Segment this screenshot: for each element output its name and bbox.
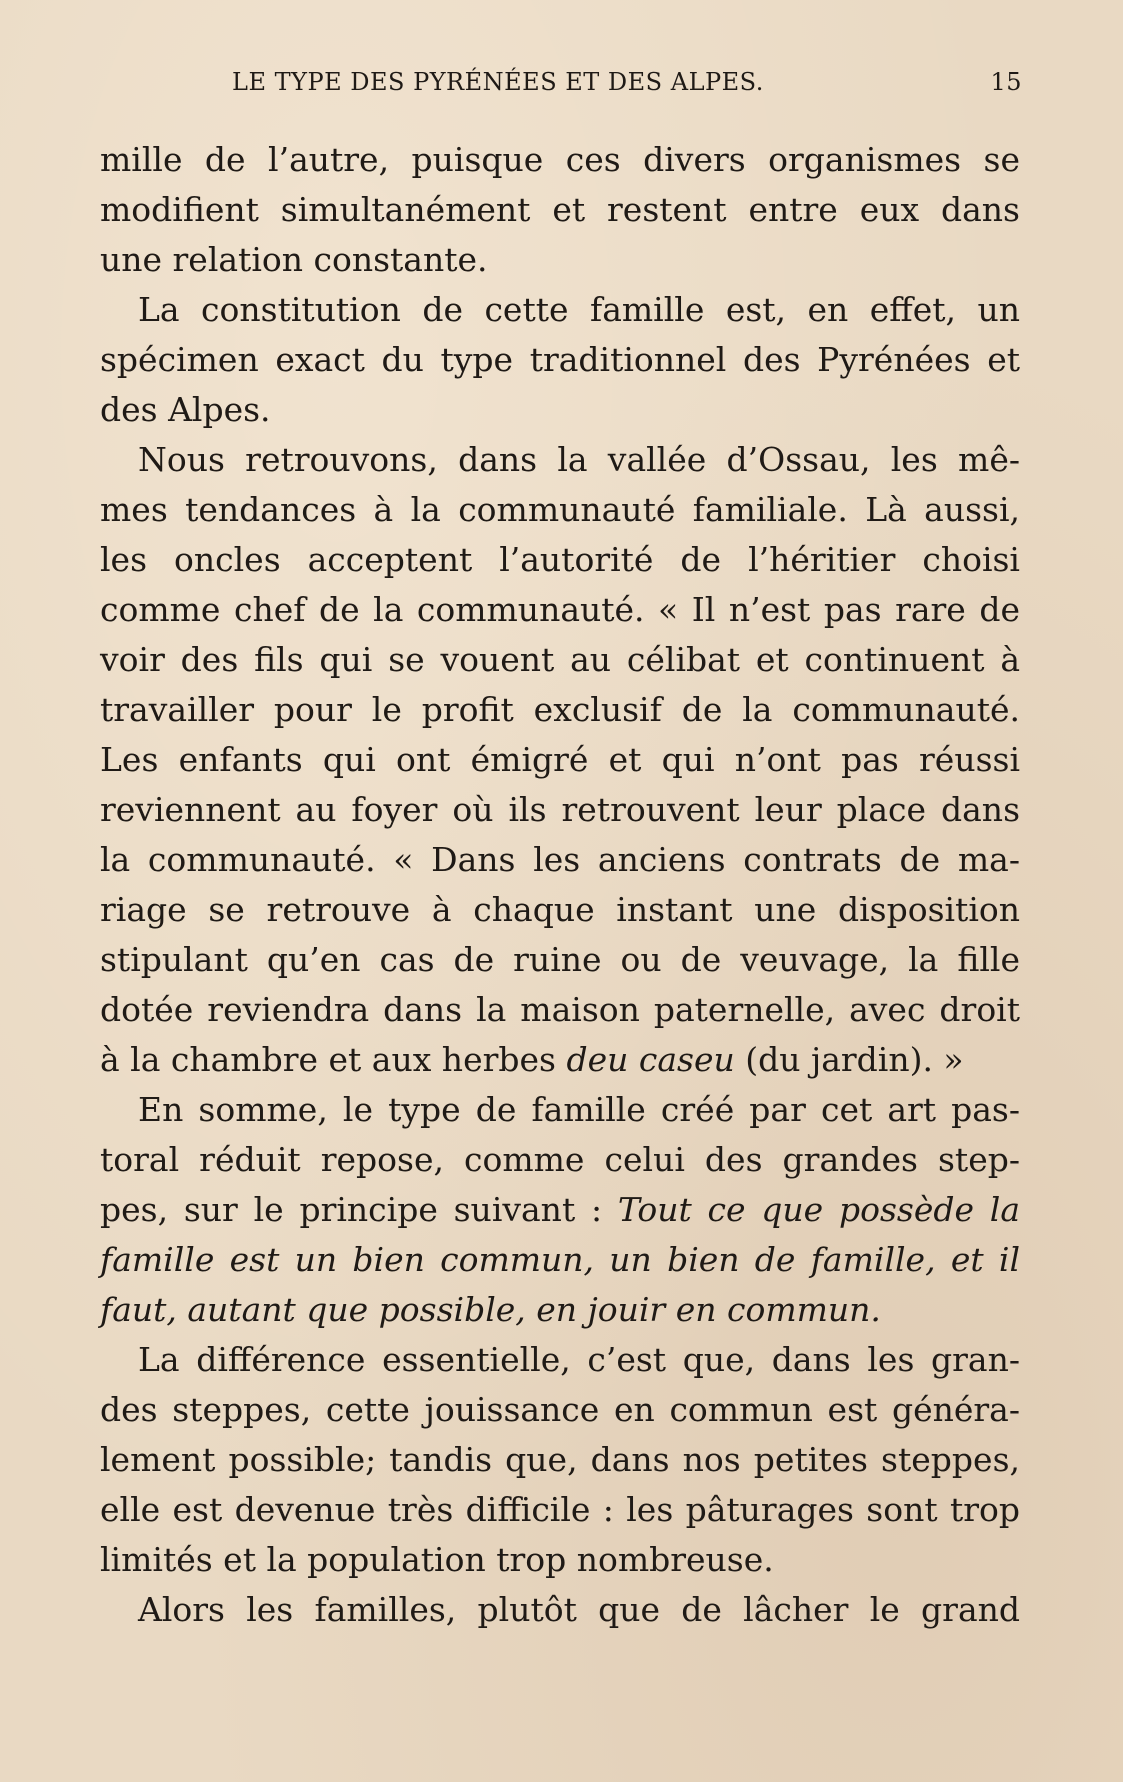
text-line-roman: travailler pour le profit exclusif de la communauté.: [100, 690, 1020, 729]
text-line: [100, 1285, 1020, 1335]
text-line-roman: Nous retrouvons, dans la vallée d’Ossau, les mê-: [138, 440, 1020, 479]
text-line-roman: limités et la population trop nombreuse.: [100, 1540, 774, 1579]
text-line-roman: comme chef de la communauté. « Il n’est pas rare de: [100, 590, 1020, 629]
text-line: [100, 985, 1020, 1035]
text-line: [100, 935, 1020, 985]
text-line-roman: des steppes, cette jouissance en commun est généra-: [100, 1390, 1020, 1429]
text-line: [100, 485, 1020, 535]
text-line-roman: mes tendances à la communauté familiale. Là aussi,: [100, 490, 1020, 529]
text-line-roman: mille de l’autre, puisque ces divers organismes se: [100, 140, 1020, 179]
text-line: [100, 285, 1020, 335]
text-line: [100, 335, 1020, 385]
text-line-roman: modifient simultanément et restent entre eux dans: [100, 190, 1020, 229]
text-line-roman: riage se retrouve à chaque instant une disposition: [100, 890, 1020, 929]
text-line: [100, 1435, 1020, 1485]
text-line-roman: des Alpes.: [100, 390, 271, 429]
text-line-roman: la communauté. « Dans les anciens contrats de ma-: [100, 840, 1020, 879]
text-line-italic: Tout ce que possède la: [617, 1190, 1021, 1229]
text-line-italic: faut, autant que possible, en jouir en commun.: [100, 1290, 881, 1329]
text-line: [100, 885, 1020, 935]
page-number: 15: [990, 68, 1022, 96]
text-line: [100, 835, 1020, 885]
text-line-roman: lement possible; tandis que, dans nos petites steppes,: [100, 1440, 1020, 1479]
text-line: [100, 1085, 1020, 1135]
text-line-italic: deu caseu: [566, 1040, 735, 1079]
text-line-roman-after: (du jardin). »: [734, 1040, 964, 1079]
text-line-roman: elle est devenue très difficile : les pâturages sont trop: [100, 1490, 1020, 1529]
text-line: [100, 1385, 1020, 1435]
text-line-roman: La différence essentielle, c’est que, dans les gran-: [138, 1340, 1020, 1379]
text-line: [100, 635, 1020, 685]
text-line-roman: reviennent au foyer où ils retrouvent leur place dans: [100, 790, 1020, 829]
text-line-roman: spécimen exact du type traditionnel des Pyrénées et: [100, 340, 1020, 379]
text-line-roman: une relation constante.: [100, 240, 488, 279]
running-title: LE TYPE DES PYRÉNÉES ET DES ALPES.: [232, 68, 764, 96]
text-line: [100, 735, 1020, 785]
text-line: [100, 1185, 1020, 1235]
body-text: [100, 135, 1020, 1635]
text-line-roman: pes, sur le principe suivant :: [100, 1190, 618, 1229]
text-line: [100, 585, 1020, 635]
text-line-roman: Les enfants qui ont émigré et qui n’ont pas réussi: [100, 740, 1020, 779]
text-line-roman: voir des fils qui se vouent au célibat et continuent à: [100, 640, 1020, 679]
text-line: [100, 1485, 1020, 1535]
text-line-roman: stipulant qu’en cas de ruine ou de veuvage, la fille: [100, 940, 1020, 979]
text-line: [100, 185, 1020, 235]
text-line-roman: les oncles acceptent l’autorité de l’héritier choisi: [100, 540, 1020, 579]
text-line: [100, 1335, 1020, 1385]
text-line: [100, 135, 1020, 185]
text-line: [100, 685, 1020, 735]
text-line-italic: famille est un bien commun, un bien de famille, et il: [100, 1240, 1020, 1279]
text-line: [100, 1235, 1020, 1285]
text-line: [100, 535, 1020, 585]
text-line: [100, 385, 1020, 435]
text-line-roman: à la chambre et aux herbes: [100, 1040, 567, 1079]
text-line: [100, 1585, 1020, 1635]
text-line-roman: La constitution de cette famille est, en effet, un: [138, 290, 1020, 329]
text-line: [100, 1535, 1020, 1585]
text-line: [100, 1035, 1020, 1085]
text-line: [100, 785, 1020, 835]
running-head: [232, 68, 1022, 108]
text-line-roman: En somme, le type de famille créé par cet art pas-: [138, 1090, 1020, 1129]
text-line: [100, 235, 1020, 285]
text-line: [100, 1135, 1020, 1185]
text-line-roman: toral réduit repose, comme celui des grandes step-: [100, 1140, 1020, 1179]
text-line: [100, 435, 1020, 485]
text-line-roman: dotée reviendra dans la maison paternelle, avec droit: [100, 990, 1020, 1029]
text-line-roman: Alors les familles, plutôt que de lâcher le grand: [138, 1590, 1020, 1629]
